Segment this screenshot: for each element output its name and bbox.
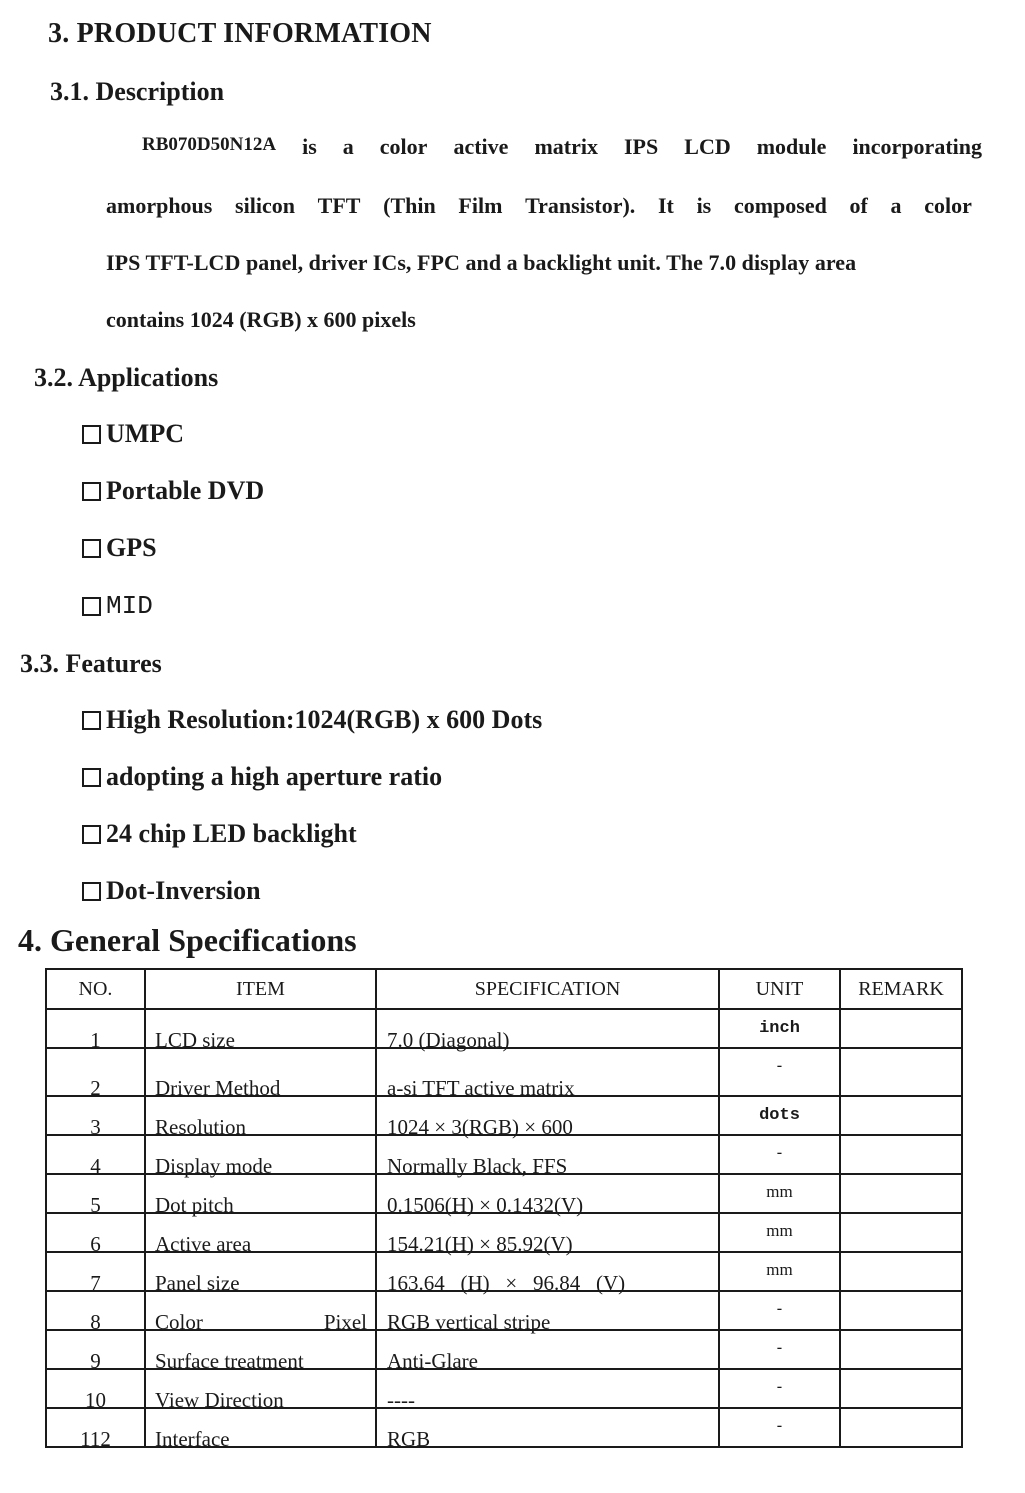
cell-specification-text: 154.21(H) × 85.92(V) bbox=[387, 1232, 573, 1256]
cell-specification-text: RGB vertical stripe bbox=[387, 1310, 551, 1334]
cell-specification bbox=[376, 1048, 719, 1100]
checkbox-square-icon bbox=[82, 882, 101, 901]
table-row bbox=[46, 1330, 962, 1369]
item-label: Driver Method bbox=[155, 1076, 281, 1100]
feature-label: adopting a high aperture ratio bbox=[106, 762, 443, 791]
cell-unit-text: - bbox=[776, 1338, 783, 1357]
cell-no bbox=[46, 1213, 145, 1256]
description-word: It bbox=[657, 193, 674, 218]
feature-item bbox=[82, 705, 542, 735]
description-word: incorporating bbox=[852, 134, 982, 159]
cell-unit bbox=[719, 1330, 840, 1369]
description-paragraph bbox=[106, 134, 986, 333]
description-word: a bbox=[890, 193, 902, 218]
description-word: matrix bbox=[534, 134, 598, 159]
item-label: Active area bbox=[155, 1232, 252, 1256]
cell-item-text bbox=[155, 1117, 375, 1138]
cell-remark bbox=[840, 1408, 962, 1447]
cell-remark bbox=[840, 1369, 962, 1408]
cell-item-text bbox=[155, 1234, 375, 1255]
description-word: TFT bbox=[317, 193, 361, 218]
cell-no bbox=[46, 1009, 145, 1052]
cell-unit-text: - bbox=[776, 1299, 783, 1318]
application-item bbox=[82, 419, 184, 449]
item-label: Color bbox=[155, 1310, 203, 1334]
application-item bbox=[82, 476, 264, 506]
cell-no bbox=[46, 1096, 145, 1139]
cell-no bbox=[46, 1252, 145, 1295]
feature-label: 24 chip LED backlight bbox=[106, 819, 357, 848]
cell-remark bbox=[840, 1330, 962, 1369]
cell-unit-text: mm bbox=[766, 1221, 793, 1240]
cell-specification bbox=[376, 1369, 719, 1412]
cell-item bbox=[145, 1252, 376, 1295]
table-row bbox=[46, 1213, 962, 1252]
cell-no-text: 8 bbox=[90, 1310, 101, 1334]
cell-no-text: 5 bbox=[90, 1193, 101, 1217]
cell-remark bbox=[840, 1174, 962, 1213]
cell-item-text bbox=[155, 1273, 375, 1294]
features-heading: 3.3. Features bbox=[20, 649, 162, 678]
cell-unit-text: dots bbox=[759, 1106, 800, 1125]
cell-item-text bbox=[155, 1156, 375, 1177]
application-label: Portable DVD bbox=[106, 476, 265, 505]
cell-no bbox=[46, 1369, 145, 1412]
description-word: amorphous bbox=[106, 193, 213, 218]
feature-item bbox=[82, 762, 442, 792]
cell-no-text: 10 bbox=[85, 1388, 106, 1412]
table-row bbox=[46, 1291, 962, 1330]
item-label: Surface treatment bbox=[155, 1349, 304, 1373]
cell-no-text: 2 bbox=[90, 1076, 101, 1100]
cell-unit bbox=[719, 1009, 840, 1048]
item-label: Resolution bbox=[155, 1115, 247, 1139]
description-word: LCD bbox=[684, 134, 731, 159]
description-line-3: IPS TFT-LCD panel, driver ICs, FPC and a backlight unit. The 7.0 display area bbox=[106, 250, 857, 275]
cell-specification-text: RGB bbox=[387, 1427, 431, 1451]
cell-item-text bbox=[155, 1195, 375, 1216]
description-word: Transistor). bbox=[525, 193, 636, 218]
description-word: is bbox=[696, 193, 712, 218]
cell-unit-text: inch bbox=[759, 1019, 800, 1038]
header-specification: SPECIFICATION bbox=[376, 969, 719, 1009]
table-row bbox=[46, 1048, 962, 1096]
cell-no-text: 7 bbox=[90, 1271, 101, 1295]
feature-label: High Resolution:1024(RGB) x 600 Dots bbox=[106, 705, 543, 734]
cell-no-text: 9 bbox=[90, 1349, 101, 1373]
cell-item bbox=[145, 1009, 376, 1052]
header-no: NO. bbox=[46, 969, 145, 1009]
cell-item bbox=[145, 1408, 376, 1451]
checkbox-square-icon bbox=[82, 425, 101, 444]
cell-specification-text: ---- bbox=[387, 1388, 415, 1412]
description-line-2 bbox=[106, 193, 972, 219]
item-label: Interface bbox=[155, 1427, 230, 1451]
item-label: View Direction bbox=[155, 1388, 284, 1412]
cell-unit bbox=[719, 1048, 840, 1096]
table-row bbox=[46, 1408, 962, 1447]
cell-specification bbox=[376, 1096, 719, 1139]
cell-item bbox=[145, 1369, 376, 1412]
description-word: composed bbox=[733, 193, 827, 218]
table-row bbox=[46, 1174, 962, 1213]
cell-specification-text: 1024 × 3(RGB) × 600 bbox=[387, 1115, 573, 1139]
table-row bbox=[46, 1009, 962, 1048]
cell-no bbox=[46, 1174, 145, 1217]
item-label: Panel size bbox=[155, 1271, 240, 1295]
cell-unit bbox=[719, 1291, 840, 1330]
cell-specification-text: 163.64 (H) × 96.84 (V) bbox=[387, 1271, 626, 1295]
description-line-4: contains 1024 (RGB) x 600 pixels bbox=[106, 307, 416, 332]
description-word: IPS bbox=[624, 134, 659, 159]
description-word: silicon bbox=[235, 193, 295, 218]
feature-item bbox=[82, 876, 261, 906]
header-remark: REMARK bbox=[840, 969, 962, 1009]
cell-unit-text: - bbox=[776, 1416, 783, 1435]
cell-unit-text: - bbox=[776, 1056, 783, 1075]
feature-item bbox=[82, 819, 357, 849]
description-word: color bbox=[924, 193, 972, 218]
table-row bbox=[46, 1135, 962, 1174]
cell-unit-text: mm bbox=[766, 1260, 793, 1279]
cell-unit bbox=[719, 1213, 840, 1252]
item-label: LCD size bbox=[155, 1028, 235, 1052]
checkbox-square-icon bbox=[82, 482, 101, 501]
description-word: a bbox=[342, 134, 354, 159]
cell-specification-text: Normally Black, FFS bbox=[387, 1154, 568, 1178]
cell-no-text: 6 bbox=[90, 1232, 101, 1256]
description-word: active bbox=[453, 134, 509, 159]
description-word: Film bbox=[458, 193, 503, 218]
cell-specification-text: Anti-Glare bbox=[387, 1349, 478, 1373]
cell-unit-text: - bbox=[776, 1143, 783, 1162]
cell-item bbox=[145, 1213, 376, 1256]
item-sublabel: Pixel bbox=[323, 1310, 367, 1334]
cell-no-text: 1 bbox=[90, 1028, 101, 1052]
cell-item-text bbox=[155, 1390, 375, 1411]
cell-specification bbox=[376, 1174, 719, 1217]
cell-no-text: 3 bbox=[90, 1115, 101, 1139]
general-specifications-table bbox=[45, 968, 963, 1451]
table-row bbox=[46, 1252, 962, 1291]
table-row bbox=[46, 1369, 962, 1408]
checkbox-square-icon bbox=[82, 539, 101, 558]
description-word: RB070D50N12A bbox=[142, 134, 277, 155]
cell-no-text: 112 bbox=[80, 1427, 111, 1451]
cell-specification-text: 0.1506(H) × 0.1432(V) bbox=[387, 1193, 584, 1217]
cell-remark bbox=[840, 1291, 962, 1330]
cell-item bbox=[145, 1174, 376, 1217]
cell-unit bbox=[719, 1096, 840, 1135]
applications-heading: 3.2. Applications bbox=[34, 363, 219, 392]
checkbox-square-icon bbox=[82, 597, 101, 616]
cell-unit-text: - bbox=[776, 1377, 783, 1396]
feature-label: Dot-Inversion bbox=[106, 876, 261, 905]
cell-specification bbox=[376, 1213, 719, 1256]
cell-no bbox=[46, 1135, 145, 1178]
checkbox-square-icon bbox=[82, 711, 101, 730]
cell-item bbox=[145, 1330, 376, 1373]
cell-unit bbox=[719, 1135, 840, 1174]
application-label: UMPC bbox=[106, 419, 184, 448]
cell-item-text bbox=[155, 1351, 375, 1372]
section-4-title: 4. General Specifications bbox=[18, 922, 357, 958]
cell-specification bbox=[376, 1408, 719, 1451]
header-unit: UNIT bbox=[719, 969, 840, 1009]
cell-specification bbox=[376, 1009, 719, 1052]
cell-specification-text: 7.0 (Diagonal) bbox=[387, 1028, 510, 1052]
description-word: is bbox=[302, 134, 317, 159]
cell-specification bbox=[376, 1252, 719, 1295]
description-word: (Thin bbox=[383, 193, 436, 218]
cell-item-text bbox=[155, 1030, 375, 1051]
cell-no-text: 4 bbox=[90, 1154, 101, 1178]
description-word: of bbox=[849, 193, 868, 218]
application-label: MID bbox=[106, 591, 153, 621]
cell-item-text bbox=[155, 1429, 375, 1450]
table-row bbox=[46, 1096, 962, 1135]
cell-item-text bbox=[155, 1312, 375, 1333]
cell-remark bbox=[840, 1252, 962, 1291]
cell-no bbox=[46, 1408, 145, 1451]
application-item bbox=[82, 533, 157, 563]
application-label: GPS bbox=[106, 533, 157, 562]
cell-no bbox=[46, 1330, 145, 1373]
cell-unit bbox=[719, 1174, 840, 1213]
cell-item bbox=[145, 1096, 376, 1139]
cell-unit-text: mm bbox=[766, 1182, 793, 1201]
description-word: color bbox=[379, 134, 428, 159]
cell-remark bbox=[840, 1009, 962, 1048]
cell-specification-text: a-si TFT active matrix bbox=[387, 1076, 575, 1100]
cell-unit bbox=[719, 1252, 840, 1291]
cell-specification bbox=[376, 1291, 719, 1334]
cell-unit bbox=[719, 1408, 840, 1447]
item-label: Display mode bbox=[155, 1154, 273, 1178]
cell-remark bbox=[840, 1213, 962, 1252]
cell-specification bbox=[376, 1330, 719, 1373]
checkbox-square-icon bbox=[82, 768, 101, 787]
cell-remark bbox=[840, 1135, 962, 1174]
cell-item-text bbox=[155, 1078, 375, 1099]
application-item bbox=[82, 591, 153, 621]
description-word: module bbox=[756, 134, 827, 159]
cell-no bbox=[46, 1048, 145, 1100]
cell-specification bbox=[376, 1135, 719, 1178]
checkbox-square-icon bbox=[82, 825, 101, 844]
cell-unit bbox=[719, 1369, 840, 1408]
cell-no bbox=[46, 1291, 145, 1334]
table-header-row bbox=[46, 969, 962, 1009]
cell-item bbox=[145, 1291, 376, 1334]
description-line-1 bbox=[106, 134, 982, 160]
header-item: ITEM bbox=[145, 969, 376, 1009]
section-3-title: 3. PRODUCT INFORMATION bbox=[48, 18, 432, 49]
cell-remark bbox=[840, 1048, 962, 1096]
cell-remark bbox=[840, 1096, 962, 1135]
description-heading: 3.1. Description bbox=[50, 77, 225, 106]
cell-item bbox=[145, 1135, 376, 1178]
cell-item bbox=[145, 1048, 376, 1100]
item-label: Dot pitch bbox=[155, 1193, 234, 1217]
